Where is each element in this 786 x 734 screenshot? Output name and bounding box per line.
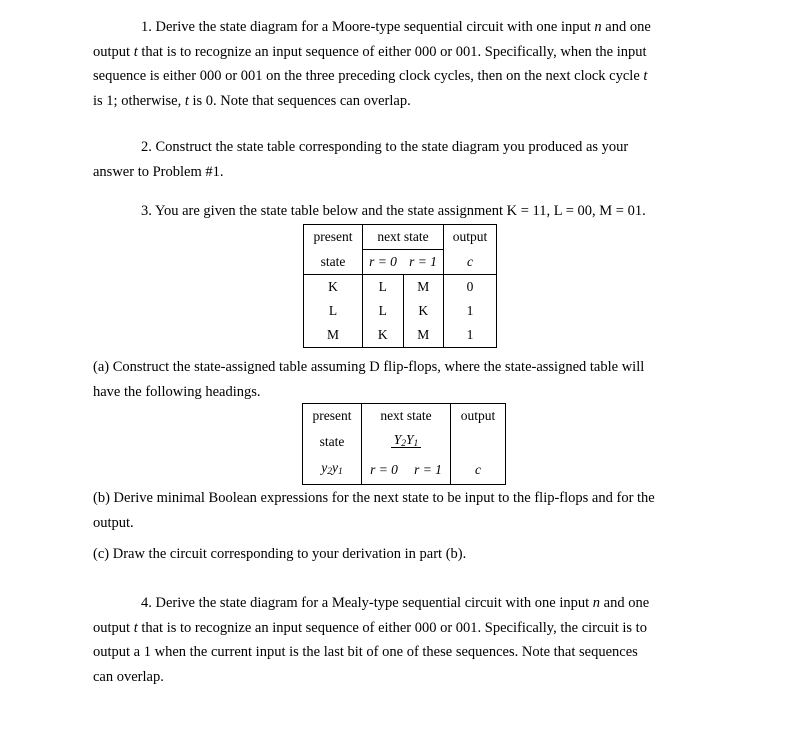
problem-1-line-2: output t that is to recognize an input sequence of either 000 or 001. Specifically, when the input xyxy=(93,43,647,60)
table2-header-spacer xyxy=(451,428,506,456)
problem-3-part-b xyxy=(93,486,733,535)
problem-4-line-4: can overlap. xyxy=(93,668,164,685)
table-row xyxy=(304,299,497,323)
table1-row-3-c: 1 xyxy=(444,323,497,348)
table1-row-2-r1: K xyxy=(403,299,444,323)
state-table xyxy=(303,224,497,348)
table1-row-2-c: 1 xyxy=(444,299,497,323)
table1-row-1-present: K xyxy=(304,275,363,300)
problem-4-line-1: 4. Derive the state diagram for a Mealy-type sequential circuit with one input n and one xyxy=(141,595,650,611)
table2-header-c: c xyxy=(451,456,506,485)
table1-header-r1: r = 1 xyxy=(409,254,437,269)
table2-header-y: $y_2y_1$ xyxy=(303,456,362,485)
table1-header-r0: r = 0 xyxy=(363,250,404,275)
table2-header-r0: r = 0 xyxy=(362,456,407,485)
problem-2-line-2: answer to Problem #1. xyxy=(93,163,224,180)
table2-header-next-state: next state xyxy=(362,404,451,429)
problem-3-part-a xyxy=(93,355,733,404)
table1-header-c: c xyxy=(444,250,497,275)
problem-3-intro-text: 3. You are given the state table below and the state assignment K = 11, L = 00, M = 01. xyxy=(141,203,646,219)
part-a-line-1: (a) Construct the state-assigned table assuming D flip-flops, where the state-assigned table will xyxy=(93,359,645,375)
part-b-line-1: (b) Derive minimal Boolean expressions for the next state to be input to the flip-flops and for the xyxy=(93,490,655,506)
table2-header-present: present xyxy=(303,404,362,429)
problem-1 xyxy=(93,15,723,113)
problem-4-line-3: output a 1 when the current input is the last bit of one of these sequences. Note that sequences xyxy=(93,644,638,660)
problem-4 xyxy=(93,591,723,689)
table-row xyxy=(304,323,497,348)
problem-2-line-1: 2. Construct the state table corresponding to the state diagram you produced as your xyxy=(141,139,629,155)
table2-header-output: output xyxy=(451,404,506,429)
table1-row-1-c: 0 xyxy=(444,275,497,300)
table1-row-1-r0: L xyxy=(363,275,404,300)
problem-1-line-1: 1. Derive the state diagram for a Moore-type sequential circuit with one input n and one xyxy=(141,19,651,35)
table2-header-state: state xyxy=(303,428,362,456)
table2-header-Y-cell xyxy=(362,428,451,456)
table1-row-2-r0: L xyxy=(363,299,404,323)
problem-1-line-3: sequence is either 000 or 001 on the three preceding clock cycles, then on the next clock cycle t xyxy=(93,68,648,84)
table-row xyxy=(304,275,497,300)
problem-1-line-4: is 1; otherwise, t is 0. Note that sequences can overlap. xyxy=(93,92,411,109)
state-assigned-table-headings xyxy=(302,403,506,485)
table1-row-3-r0: K xyxy=(363,323,404,348)
table1-row-1-r1: M xyxy=(403,275,444,300)
table2-header-Y: $Y_2Y_1$ xyxy=(391,432,422,448)
part-c-text: (c) Draw the circuit corresponding to your derivation in part (b). xyxy=(93,546,467,562)
problem-3-intro xyxy=(93,199,723,224)
table1-row-3-r1: M xyxy=(403,323,444,348)
table1-header-state: state xyxy=(304,250,363,275)
table1-header-output: output xyxy=(444,225,497,250)
table1-row-2-present: L xyxy=(304,299,363,323)
problem-2 xyxy=(93,135,723,184)
part-a-line-2: have the following headings. xyxy=(93,383,261,400)
table1-header-present: present xyxy=(304,225,363,250)
problem-4-line-2: output t that is to recognize an input sequence of either 000 or 001. Specifically, the circuit is to xyxy=(93,619,647,636)
problem-3-part-c xyxy=(93,542,733,567)
table2-header-r1: r = 1 xyxy=(406,456,451,485)
table1-header-next-state: next state xyxy=(363,225,444,250)
part-b-line-2: output. xyxy=(93,514,134,531)
table1-row-3-present: M xyxy=(304,323,363,348)
